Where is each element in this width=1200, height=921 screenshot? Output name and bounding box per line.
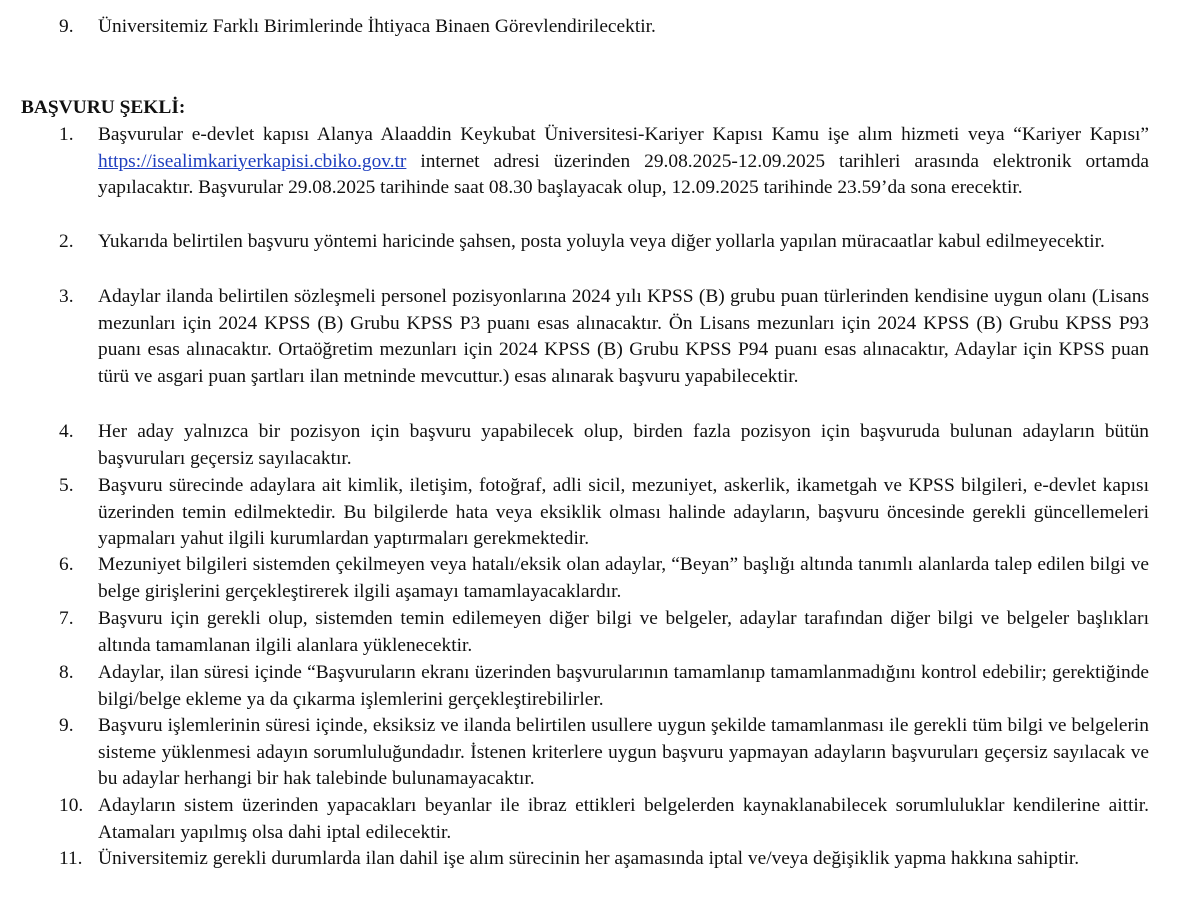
list-item-text: Her aday yalnızca bir pozisyon için başvuru yapabilecek olup, birden fazla pozisyon için başvuruda bulunan adayların bütün başvuruları geçersiz sayılacaktır. bbox=[98, 421, 1149, 469]
list-item-text-after-link: internet adresi üzerinden 29.08.2025-12.09.2025 tarihleri arasında elektronik ortamda yapılacaktır. Başvurular 29.08.2025 tarihinde saat 08.30 başlayacak olup, 12.09.2025 tarihinde 23.59’da sona erecektir. bbox=[98, 150, 1149, 198]
list-item-4 bbox=[59, 419, 1149, 472]
list-item-number: 11. bbox=[59, 848, 83, 869]
list-item-previous-9 bbox=[59, 14, 1149, 41]
list-item-text: Başvuru için gerekli olup, sistemden temin edilemeyen diğer bilgi ve belgeler, adaylar tarafından diğer bilgi ve belgeler başlıkları altında tamamlanan ilgili alanlara yüklenecektir. bbox=[98, 608, 1149, 656]
list-item-number: 4. bbox=[59, 421, 74, 442]
application-url-link[interactable]: https://isealimkariyerkapisi.cbiko.gov.tr bbox=[98, 150, 407, 172]
list-item-number: 8. bbox=[59, 662, 74, 683]
list-item-2 bbox=[59, 229, 1149, 256]
list-item-number: 6. bbox=[59, 554, 74, 575]
list-item-text: Başvuru sürecinde adaylara ait kimlik, iletişim, fotoğraf, adli sicil, mezuniyet, askerlik, ikametgah ve KPSS bilgileri, e-devlet kapısı üzerinden temin edilmektedir. Bu bilgilerde hata veya eksiklik olması halinde adayların, başvuru öncesinde gerekli güncellemeleri yapmaları yahut ilgili kurumlardan yaptırmaları gerekmektedir. bbox=[98, 475, 1149, 549]
list-item-text: Üniversitemiz Farklı Birimlerinde İhtiyaca Binaen Görevlendirilecektir. bbox=[98, 16, 656, 37]
section-heading: BAŞVURU ŞEKLİ: bbox=[21, 97, 186, 118]
list-item-5 bbox=[59, 473, 1149, 553]
list-item-text: Yukarıda belirtilen başvuru yöntemi haricinde şahsen, posta yoluyla veya diğer yollarla yapılan müracaatlar kabul edilmeyecektir. bbox=[98, 231, 1105, 252]
list-item-number: 3. bbox=[59, 286, 74, 307]
list-item-text: Mezuniyet bilgileri sistemden çekilmeyen veya hatalı/eksik olan adaylar, “Beyan” başlığı altında tanımlı alanlarda talep edilen bilgi ve belge girişlerini gerçekleştirerek ilgili aşamayı tamamlayacaklardır. bbox=[98, 554, 1149, 602]
list-item-6 bbox=[59, 552, 1149, 605]
list-item-number: 7. bbox=[59, 608, 74, 629]
list-item-text bbox=[98, 122, 1149, 202]
list-item-11 bbox=[59, 846, 1149, 873]
list-item-9 bbox=[59, 713, 1149, 793]
list-item-number: 5. bbox=[59, 475, 74, 496]
list-item-text-before-link: Başvurular e-devlet kapısı Alanya Alaaddin Keykubat Üniversitesi-Kariyer Kapısı Kamu işe alım hizmeti veya “Kariyer Kapısı” bbox=[98, 124, 1149, 145]
list-item-text: Adayların sistem üzerinden yapacakları beyanlar ile ibraz ettikleri belgelerden kaynaklanabilecek sorumluluklar kendilerine aittir. Atamaları yapılmış olsa dahi iptal edilecektir. bbox=[98, 795, 1149, 843]
list-item-text: Adaylar ilanda belirtilen sözleşmeli personel pozisyonlarına 2024 yılı KPSS (B) grubu puan türlerinden kendisine uygun olanı (Lisans mezunları için 2024 KPSS (B) Grubu KPSS P3 puanı esas alınacaktır. Ön Lisans mezunları için 2024 KPSS (B) Grubu KPSS P93 puanı esas alınacaktır. Ortaöğretim mezunları için 2024 KPSS (B) Grubu KPSS P94 puanı esas alınacaktır, Adaylar için KPSS puan türü ve asgari puan şartları ilan metninde mevcuttur.) esas alınarak başvuru yapabilecektir. bbox=[98, 286, 1149, 387]
list-item-text: Üniversitemiz gerekli durumlarda ilan dahil işe alım sürecinin her aşamasında iptal ve/veya değişiklik yapma hakkına sahiptir. bbox=[98, 848, 1080, 869]
list-item-1 bbox=[59, 122, 1149, 202]
list-item-text: Başvuru işlemlerinin süresi içinde, eksiksiz ve ilanda belirtilen usullere uygun şekilde tamamlanması ile gerekli tüm bilgi ve belgelerin sisteme yüklenmesi adayın sorumluluğundadır. İstenen kriterlere uygun başvuru yapmayan adayların başvuruları geçersiz sayılacak ve bu adaylar herhangi bir hak talebinde bulunamayacaktır. bbox=[98, 715, 1149, 789]
list-item-8 bbox=[59, 660, 1149, 713]
list-item-number: 9. bbox=[59, 16, 74, 37]
list-item-10 bbox=[59, 793, 1149, 846]
list-item-number: 10. bbox=[59, 795, 84, 816]
list-item-number: 1. bbox=[59, 124, 74, 145]
list-item-text: Adaylar, ilan süresi içinde “Başvuruların ekranı üzerinden başvurularının tamamlanıp tamamlanmadığını kontrol edebilir; gerektiğinde bilgi/belge ekleme ya da çıkarma işlemlerini gerçekleştirebilirler. bbox=[98, 662, 1149, 710]
list-item-7 bbox=[59, 606, 1149, 659]
list-item-number: 9. bbox=[59, 715, 74, 736]
list-item-3 bbox=[59, 284, 1149, 390]
list-item-number: 2. bbox=[59, 231, 74, 252]
